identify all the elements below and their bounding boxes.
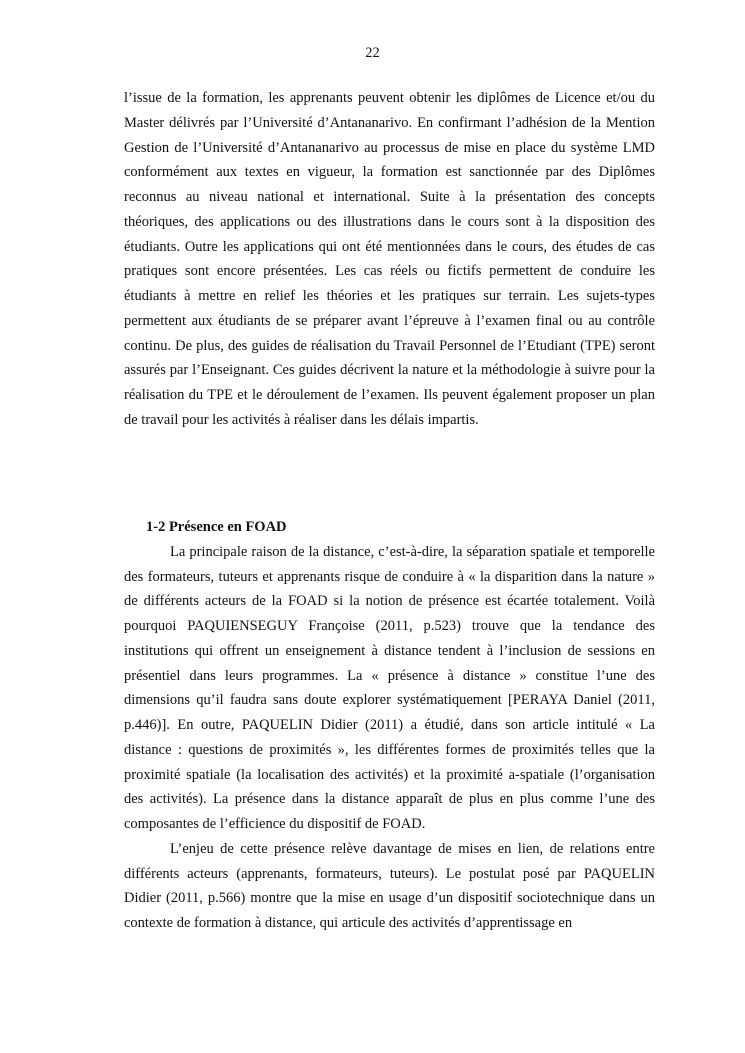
body-paragraph: l’issue de la formation, les apprenants peuvent obtenir les diplômes de Licence et/ou du Master délivrés par l’Université d’Antananarivo. En confirmant l’adhésion de la Mention Gestion de l’Université d’Antananarivo au processus de mise en place du système LMD conformément aux textes en vigueur, la formation est sanctionnée par des Diplômes reconnus au niveau national et international. Suite à la présentation des concepts théoriques, des applications ou des illustrations dans le cours sont à la disposition des étudiants. Outre les applications qui ont été mentionnées dans le cours, des études de cas pratiques sont encore présentées. Les cas réels ou fictifs permettent de conduire les étudiants à mettre en relief les théories et les pratiques sur terrain. Les sujets-types permettent aux étudiants de se préparer avant l’épreuve à l’examen final ou au contrôle continu. De plus, des guides de réalisation du Travail Personnel de l’Etudiant (TPE) seront assurés par l’Enseignant. Ces guides décrivent la nature et la méthodologie à suivre pour la réalisation du TPE et le déroulement de l’examen. Ils peuvent également proposer un plan de travail pour les activités à réaliser dans les délais impartis. <box>124 90 655 428</box>
section-paragraph-1: La principale raison de la distance, c’est-à-dire, la séparation spatiale et temporelle des formateurs, tuteurs et apprenants risque de conduire à « la disparition dans la nature » de différents acteurs de la FOAD si la notion de présence est écartée totalement. Voilà pourquoi PAQUIENSEGUY Françoise (2011, p.523) trouve que la tendance des institutions qui offrent un enseignement à distance tendent à l’inclusion de sessions en présentiel dans leurs programmes. La « présence à distance » constitue l’une des dimensions qu’il faudra sans doute explorer systématiquement [PERAYA Daniel (2011, p.446)]. En outre, PAQUELIN Didier (2011) a étudié, dans son article intitulé « La distance : questions de proximités », les différentes formes de proximités telles que la proximité spatiale (la localisation des activités) et la proximité a-spatiale (l’organisation des activités). La présence dans la distance apparaît de plus en plus comme l’une des composantes de l’efficience du dispositif de FOAD. <box>124 543 655 832</box>
section-presence-foad <box>124 515 655 936</box>
section-heading: 1-2 Présence en FOAD <box>146 519 287 535</box>
section-paragraph-2: L’enjeu de cette présence relève davantage de mises en lien, de relations entre différents acteurs (apprenants, formateurs, tuteurs). Le postulat posé par PAQUELIN Didier (2011, p.566) montre que la mise en usage d’un dispositif sociotechnique dans un contexte de formation à distance, qui articule des activités d’apprentissage en <box>124 840 655 931</box>
page-number: 22 <box>365 45 380 61</box>
